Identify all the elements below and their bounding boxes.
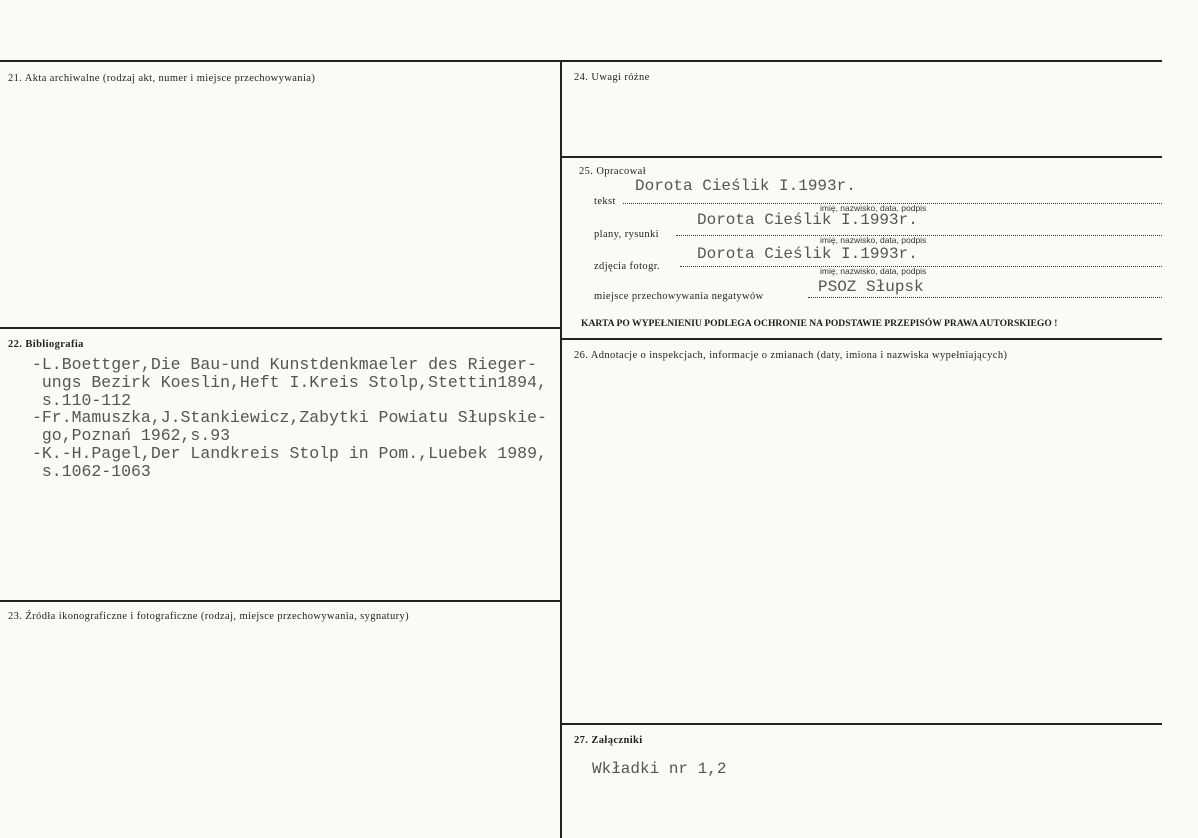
tekst-label: tekst <box>594 196 616 207</box>
bibliography-line: -L.Boettger,Die Bau-und Kunstdenkmaeler des Rieger- <box>32 355 537 374</box>
section-25-label: 25. Opracował <box>579 166 647 177</box>
bibliography-line: -Fr.Mamuszka,J.Stankiewicz,Zabytki Powiatu Słupskie- <box>32 408 547 428</box>
section-27-label: 27. Załączniki <box>574 735 643 746</box>
negatywy-dotted-line <box>808 297 1162 298</box>
top-border <box>0 60 1162 62</box>
bibliography-line: s.110-112 <box>32 390 132 410</box>
tekst-value: Dorota Cieślik I.1993r. <box>635 177 856 195</box>
negatywy-label: miejsce przechowywania negatywów <box>594 291 764 302</box>
divider-26-27 <box>561 723 1162 725</box>
tekst-caption: imię, nazwisko, data, podpis <box>820 203 927 213</box>
section-26-label: 26. Adnotacje o inspekcjach, informacje o zmianach (daty, imiona i nazwiska wypełniających) <box>574 350 1008 361</box>
bibliography-line: ungs Bezirk Koeslin,Heft I.Kreis Stolp,Stettin1894, <box>32 372 547 392</box>
divider-24-25 <box>561 156 1162 158</box>
bibliography-line: go,Poznań 1962,s.93 <box>32 426 231 446</box>
divider-25-26 <box>561 338 1162 340</box>
attachments-value: Wkładki nr 1,2 <box>592 760 727 778</box>
divider-22-23 <box>0 600 561 602</box>
copyright-notice: KARTA PO WYPEŁNIENIU PODLEGA OCHRONIE NA PODSTAWIE PRZEPISÓW PRAWA AUTORSKIEGO ! <box>581 318 1058 329</box>
bibliography-entries <box>32 356 547 481</box>
plany-label: plany, rysunki <box>594 229 659 240</box>
zdjecia-label: zdjęcia fotogr. <box>594 261 661 272</box>
section-23-label: 23. Źródła ikonograficzne i fotograficzne (rodzaj, miejsce przechowywania, sygnatury) <box>8 611 410 622</box>
bibliography-line: -K.-H.Pagel,Der Landkreis Stolp in Pom.,Luebek 1989, <box>32 443 547 463</box>
divider-21-22 <box>0 327 561 329</box>
section-21-label: 21. Akta archiwalne (rodzaj akt, numer i miejsce przechowywania) <box>8 73 316 84</box>
bibliography-line: s.1062-1063 <box>32 461 151 481</box>
zdjecia-caption: imię, nazwisko, data, podpis <box>820 266 927 276</box>
section-24-label: 24. Uwagi różne <box>574 72 650 83</box>
plany-caption: imię, nazwisko, data, podpis <box>820 235 927 245</box>
section-22-label: 22. Bibliografia <box>8 339 84 350</box>
plany-value: Dorota Cieślik I.1993r. <box>697 211 918 229</box>
zdjecia-value: Dorota Cieślik I.1993r. <box>697 245 918 263</box>
center-divider <box>560 60 562 838</box>
negatywy-value: PSOZ Słupsk <box>818 278 924 296</box>
